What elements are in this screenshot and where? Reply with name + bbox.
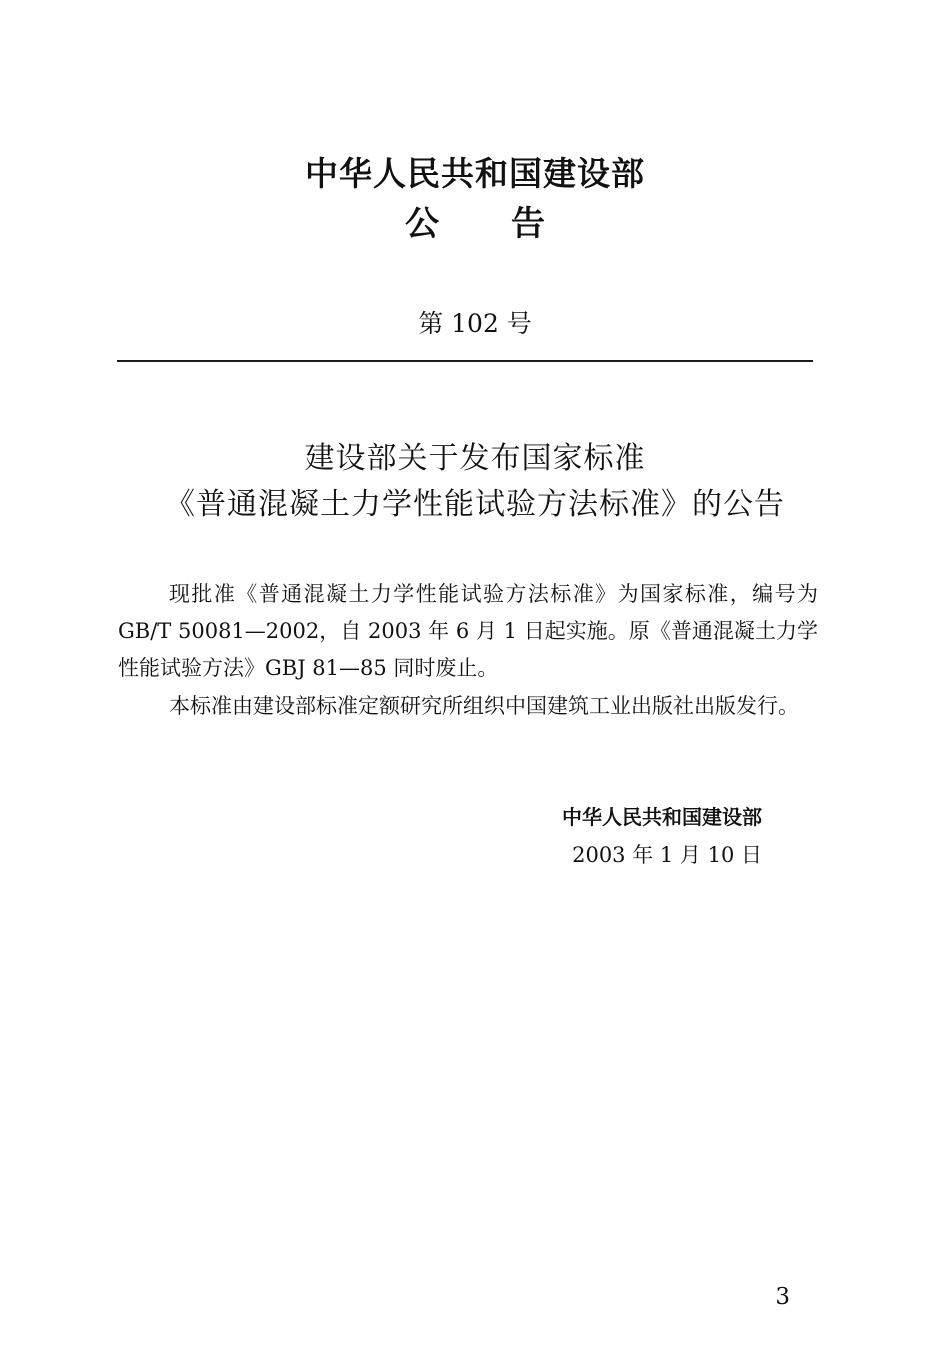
page-number: 3 xyxy=(775,1284,790,1310)
signature-issuer: 中华人民共和国建设部 xyxy=(562,805,762,829)
document-type-heading: 公告 xyxy=(405,204,617,244)
announcement-title-line-1: 建设部关于发布国家标准 xyxy=(304,441,646,476)
header-divider xyxy=(117,360,813,362)
announcement-title-line-2: 《普通混凝土力学性能试验方法标准》的公告 xyxy=(165,487,785,522)
signature-date: 2003 年 1 月 10 日 xyxy=(572,843,762,867)
issuer-heading: 中华人民共和国建设部 xyxy=(305,154,645,193)
body-paragraph-2: 本标准由建设部标准定额研究所组织中国建筑工业出版社出版发行。 xyxy=(169,694,799,718)
document-number: 第 102 号 xyxy=(418,309,532,338)
body-paragraph-1: 现批准《普通混凝土力学性能试验方法标准》为国家标准，编号为 GB/T 50081—2002，自 2003 年 6 月 1 日起实施。原《普通混凝土力学性能试验方法》GBJ 81—85 同时废止。 xyxy=(118,582,818,680)
